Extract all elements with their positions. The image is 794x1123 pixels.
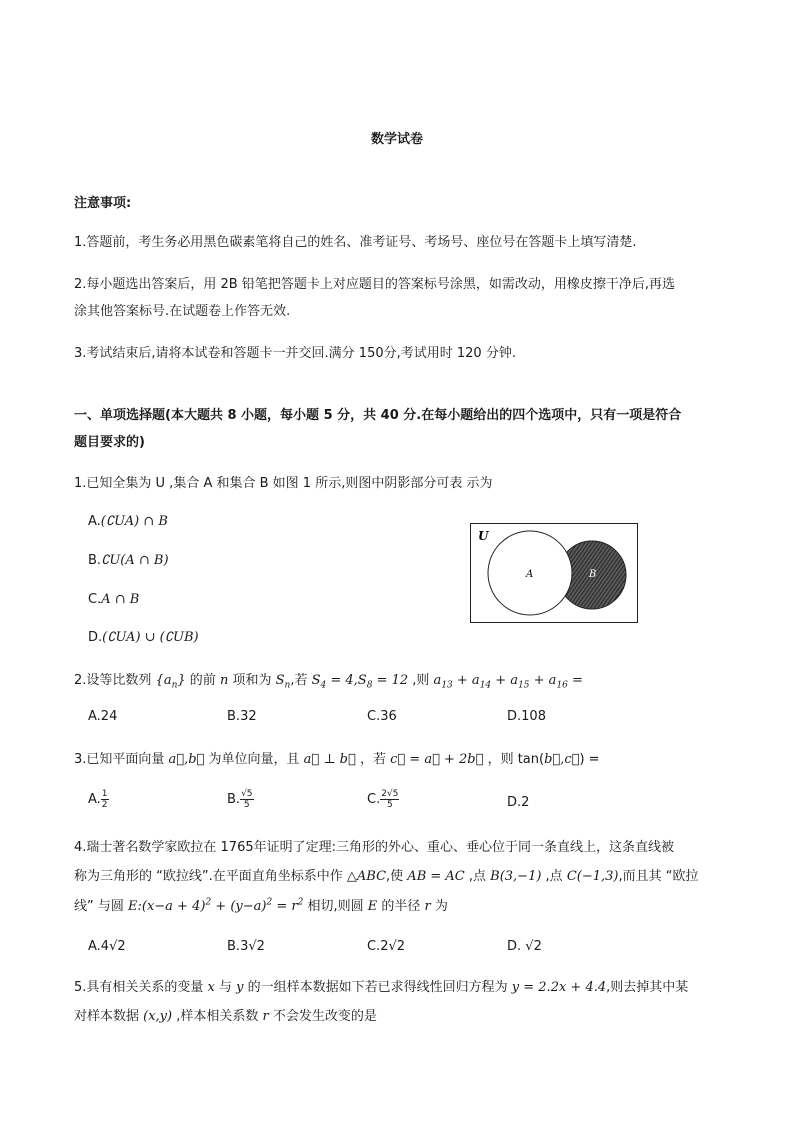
notice-item-2-line-1: 2.每小题选出答案后，用 2B 铅笔把答题卡上对应题目的答案标号涂黑，如需改动，用橡皮擦干净后,再选	[74, 277, 675, 292]
exam-title: 数学试卷	[370, 132, 423, 147]
notice-item-1: 1.答题前，考生务必用黑色碳素笔将自己的姓名、准考证号、考场号、座位号在答题卡上填写清楚.	[74, 235, 637, 250]
q3-stem: 3.已知平面向量 a⃗,b⃗ 为单位向量，且 a⃗ ⊥ b⃗ ，若 c⃗ = a⃗ + 2b⃗ ，则 tan(b⃗,c⃗) =	[74, 752, 600, 767]
q5-line1-mid1: 与	[219, 980, 233, 995]
q3-stem-mid1: 为单位向量，且	[208, 752, 300, 767]
q1-option-c-expr: A ∩ B	[101, 592, 140, 607]
venn-diagram	[470, 523, 638, 623]
q1-option-c-label: C.	[88, 592, 102, 607]
venn-label-b: B	[589, 569, 597, 580]
q2-option-b: B.32	[227, 709, 257, 724]
q4-line3-mid: 相切,则圆	[307, 899, 364, 914]
notice-heading: 注意事项:	[74, 196, 132, 211]
q4-line-2: 称为三角形的 “欧拉线”.在平面直角坐标系中作 △ABC,使 AB = AC ,点 B(3,−1) ,点 C(−1,3),而且其 “欧拉	[74, 869, 699, 884]
q3-stem-pre: 3.已知平面向量	[74, 752, 165, 767]
q3-option-b: B. $\frac{√5}{5}$	[227, 789, 253, 810]
q1-option-b-label: B.	[88, 553, 102, 568]
q1-option-d-expr: (∁UA) ∪ (∁UB)	[102, 630, 199, 645]
q1-option-a	[88, 514, 168, 529]
q5-line2-pre: 对样本数据	[74, 1009, 140, 1024]
q1-option-d	[88, 630, 199, 645]
q4-option-b: B.3√2	[227, 939, 265, 954]
q1-option-b	[88, 553, 169, 568]
q4-line2-mid3: ,点	[545, 869, 563, 884]
q4-line3-end: 的半径	[381, 899, 421, 914]
q4-option-a: A.4√2	[88, 939, 126, 954]
q1-stem: 1.已知全集为 U ,集合 A 和集合 B 如图 1 所示,则图中阴影部分可表 示为	[74, 476, 493, 491]
section-heading-line-1: 一、单项选择题(本大题共 8 小题，每小题 5 分，共 40 分.在每小题给出的四个选项中，只有一项是符合	[74, 408, 682, 423]
q1-option-a-label: A.	[88, 514, 101, 529]
q4-line2-pre: 称为三角形的 “欧拉线”.在平面直角坐标系中作	[74, 869, 343, 884]
q2-stem-mid3: ,若	[290, 673, 308, 688]
q5-line2-end: 不会发生改变的是	[272, 1009, 377, 1024]
q4-line-1: 4.瑞士著名数学家欧拉在 1765年证明了定理:三角形的外心、重心、垂心位于同一条直线上，这条直线被	[74, 840, 675, 855]
q5-line1-end: ,则去掉其中某	[606, 980, 689, 995]
q4-option-c: C.2√2	[367, 939, 406, 954]
q1-option-a-expr: (∁UA) ∩ B	[100, 514, 168, 529]
q2-stem-end: ,则	[412, 673, 430, 688]
q2-option-c: C.36	[367, 709, 397, 724]
notice-item-2-line-2: 涂其他答案标号.在试题卷上作答无效.	[74, 304, 291, 319]
q2-stem: 2.设等比数列 $\{a_n\}$ 的前 n 项和为 $S_n$,若 $S_4 = 4,S_8 = 12$ ,则 $a_{13} + a_{14} + a_{15} + a_{16}$ =	[74, 673, 583, 691]
q4-line-3: 线” 与圆 E:(x−a + $4)^2 + (y-a)^2 = r^2$ 相切,则圆 E 的半径 r 为	[74, 897, 448, 914]
notice-item-3: 3.考试结束后,请将本试卷和答题卡一并交回.满分 150分,考试用时 120 分钟.	[74, 346, 516, 361]
q4-line2-mid1: ,使	[386, 869, 404, 884]
q3-option-d: D.2	[507, 795, 530, 810]
section-heading-line-2: 题目要求的)	[74, 435, 145, 450]
venn-label-u: U	[478, 529, 489, 543]
q2-stem-mid2: 项和为	[232, 673, 272, 688]
q2-stem-pre: 2.设等比数列	[74, 673, 156, 688]
q1-option-b-expr: ∁U(A ∩ B)	[101, 553, 169, 568]
q5-line2-mid: ,样本相关系数	[176, 1009, 259, 1024]
q5-line-2: 对样本数据 (x,y) ,样本相关系数 r 不会发生改变的是	[74, 1009, 377, 1024]
q4-option-d: D. √2	[507, 939, 542, 954]
q4-line3-tail: 为	[434, 899, 448, 914]
venn-label-a: A	[526, 569, 534, 580]
q2-option-d: D.108	[507, 709, 546, 724]
q4-line2-mid2: ,点	[468, 869, 487, 884]
q2-stem-mid1: 的前	[189, 673, 216, 688]
q3-option-a: A. $\frac{1}{2}$	[88, 789, 108, 810]
q5-line1-mid2: 的一组样本数据如下若已求得线性回归方程为	[247, 980, 508, 995]
q4-line3-pre: 线” 与圆	[74, 899, 124, 914]
q1-option-d-label: D.	[88, 630, 103, 645]
q4-line2-end: ,而且其 “欧拉	[618, 869, 699, 884]
q5-line-1: 5.具有相关关系的变量 x 与 y 的一组样本数据如下若已求得线性回归方程为 y = 2.2x + 4.4,则去掉其中某	[74, 980, 689, 995]
q3-stem-mid2: ，若	[359, 752, 386, 767]
q5-line1-pre: 5.具有相关关系的变量	[74, 980, 204, 995]
q1-option-c	[88, 592, 139, 607]
q3-stem-mid3: ，则	[487, 752, 514, 767]
q2-option-a: A.24	[88, 709, 118, 724]
q3-option-c: C. $\frac{2√5}{5}$	[367, 789, 399, 810]
